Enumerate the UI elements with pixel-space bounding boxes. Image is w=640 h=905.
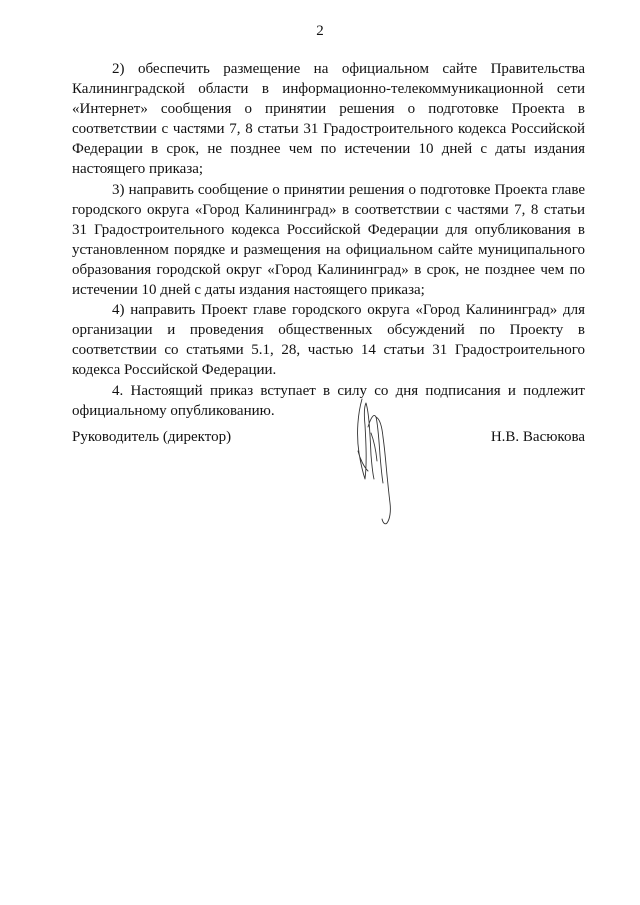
signature-block	[72, 427, 585, 449]
signer-position: Руководитель (директор)	[72, 429, 232, 445]
document-body	[72, 59, 585, 421]
paragraph-clause-4: 4. Настоящий приказ вступает в силу со дня подписания и подлежит официальному опубликованию.	[72, 382, 585, 419]
paragraph-item-2: 2) обеспечить размещение на официальном сайте Правительства Калининградской области в информационно-телекоммуникационной сети «Интернет» сообщения о принятии решения о подготовке Проекта в соответствии с частями 7, 8 статьи 31 Градостроительного кодекса Российской Федерации в срок, не позднее чем по истечении 10 дней с даты издания настоящего приказа;	[72, 61, 585, 178]
paragraph-item-3: 3) направить сообщение о принятии решения о подготовке Проекта главе городского округа «Город Калининград» в соответствии с частями 7, 8 статьи 31 Градостроительного кодекса Российской Федерации для опубликования в установленном порядке и размещения на официальном сайте муниципального образования городской округ «Город Калининград» в срок, не позднее чем по истечении 10 дней с даты издания настоящего приказа;	[72, 181, 585, 299]
paragraph-item-4: 4) направить Проект главе городского округа «Город Калининград» для организации и проведения общественных обсуждений по Проекту в соответствии со статьями 5.1, 28, частью 14 статьи 31 Градостроительного кодекса Российской Федерации.	[72, 302, 585, 379]
page-number: 2	[316, 23, 324, 39]
signer-name: Н.В. Васюкова	[490, 429, 585, 445]
handwritten-signature	[338, 393, 408, 533]
